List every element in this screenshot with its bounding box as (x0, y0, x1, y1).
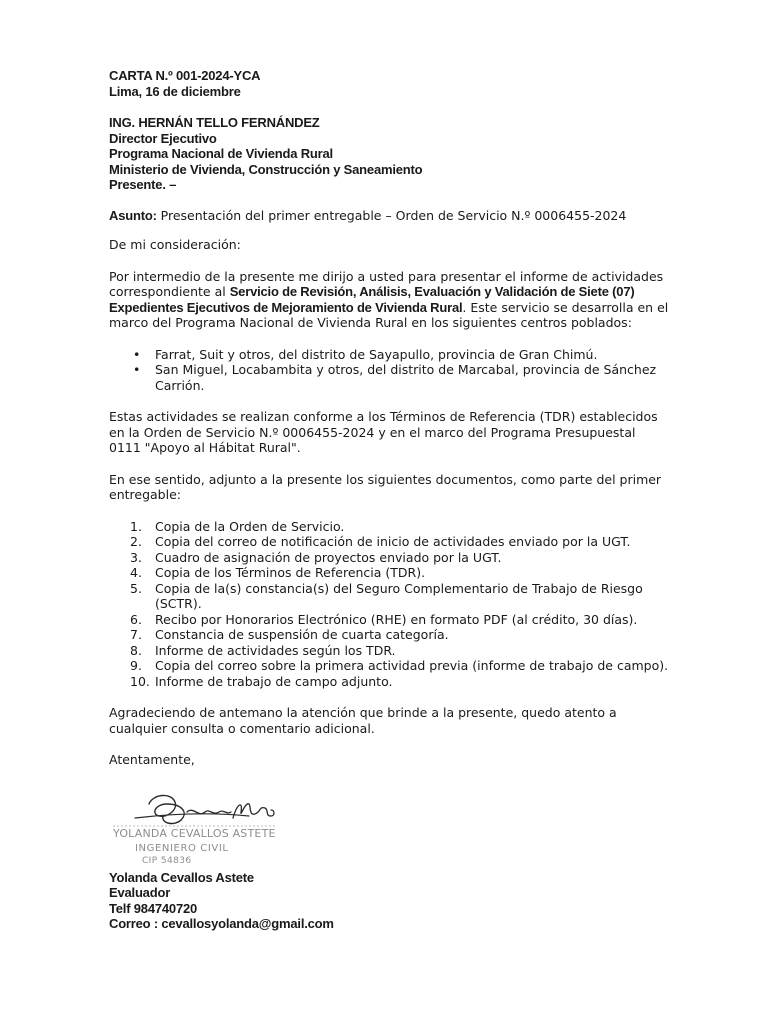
item-text: Cuadro de asignación de proyectos enviado por la UGT. (155, 549, 502, 565)
item-number: 6. (130, 611, 142, 627)
subject-label: Asunto: (109, 207, 157, 223)
signer-phone: Telf 984740720 (109, 900, 198, 916)
recipient-name: ING. HERNÁN TELLO FERNÁNDEZ (109, 115, 320, 130)
item-text: Informe de actividades según los TDR. (155, 642, 396, 658)
item-number: 10. (130, 673, 150, 689)
documents-list (109, 519, 669, 690)
list-item (130, 642, 669, 659)
letter-page (109, 68, 669, 932)
list-item (130, 673, 669, 690)
item-number: 7. (130, 627, 142, 642)
signer-block (109, 870, 669, 932)
letter-header (109, 68, 669, 99)
list-item (130, 627, 669, 643)
intro-part1: Por intermedio de la presente me dirijo a usted para presentar el informe de actividades correspondiente al (109, 268, 664, 299)
list-item: • San Miguel, Locabambita y otros, del distrito de Marcabal, provincia de Sánchez Carrión. (155, 362, 669, 393)
tdr-paragraph: Estas actividades se realizan conforme a los Términos de Referencia (TDR) establecidos en la Orden de Servicio N.º 0006455-2024 y en el marco del Programa Presupuestal 0111 "Apoyo al Hábitat Rural". (109, 409, 658, 455)
item-number: 1. (130, 518, 142, 534)
thanks-paragraph: Agradeciendo de antemano la atención que brinde a la presente, quedo atento a cualquier consulta o comentario adicional. (109, 705, 617, 736)
stamp-cip: CIP 54836 (142, 855, 192, 866)
item-text: Copia de los Términos de Referencia (TDR). (155, 565, 426, 580)
place-date: Lima, 16 de diciembre (109, 83, 241, 99)
item-number: 9. (130, 658, 142, 673)
recipient-ministry: Ministerio de Vivienda, Construcción y Saneamiento (109, 161, 423, 177)
list-item: • Farrat, Suit y otros, del distrito de Sayapullo, provincia de Gran Chimú. (155, 347, 669, 363)
recipient-presente: Presente. – (109, 177, 177, 192)
attach-paragraph: En ese sentido, adjunto a la presente los siguientes documentos, como parte del primer entregable: (109, 471, 662, 502)
item-text: Copia de la Orden de Servicio. (155, 518, 345, 534)
item-number: 2. (130, 534, 142, 549)
intro-paragraph (109, 269, 669, 331)
recipient-block (109, 115, 669, 193)
item-text: Informe de trabajo de campo adjunto. (155, 673, 393, 689)
stamp-title: INGENIERO CIVIL (135, 842, 229, 854)
stamp-name: YOLANDA CEVALLOS ASTETE (113, 826, 276, 840)
recipient-program: Programa Nacional de Vivienda Rural (109, 146, 333, 161)
list-item (130, 534, 669, 550)
service-name: Servicio de Revisión, Análisis, Evaluación y Validación de Siete (07) Expedientes Ejecutivos de Mejoramiento de Vivienda Rural (109, 284, 635, 315)
item-text: Recibo por Honorarios Electrónico (RHE) en formato PDF (al crédito, 30 días). (155, 611, 638, 627)
item-text: Copia del correo sobre la primera actividad previa (informe de trabajo de campo). (155, 658, 669, 673)
list-item (130, 611, 669, 628)
list-item (130, 565, 669, 581)
item-text: Copia de la(s) constancia(s) del Seguro Complementario de Trabajo de Riesgo (SCTR). (155, 580, 643, 611)
closing: Atentamente, (109, 752, 195, 767)
list-item (130, 518, 669, 535)
places-list (109, 347, 669, 394)
subject-line (109, 208, 669, 224)
list-item (130, 658, 669, 674)
greeting: De mi consideración: (109, 237, 241, 252)
item-number: 5. (130, 580, 142, 596)
item-number: 3. (130, 549, 142, 565)
list-item (130, 549, 669, 566)
item-number: 8. (130, 642, 142, 658)
item-text: Constancia de suspensión de cuarta categoría. (155, 627, 449, 642)
subject-text: Presentación del primer entregable – Orden de Servicio N.º 0006455-2024 (156, 207, 627, 223)
signer-name: Yolanda Cevallos Astete (109, 869, 254, 885)
signer-role: Evaluador (109, 885, 171, 900)
recipient-position: Director Ejecutivo (109, 130, 217, 146)
intro-part2: . Este servicio se desarrolla en el marco del Programa Nacional de Vivienda Rural en los siguientes centros poblados: (109, 299, 669, 330)
item-number: 4. (130, 565, 142, 580)
letter-number: CARTA N.º 001-2024-YCA (109, 68, 261, 83)
signature-stamp (109, 782, 309, 866)
signer-email: Correo : cevallosyolanda@gmail.com (109, 916, 334, 931)
list-item (130, 580, 669, 612)
item-text: Copia del correo de notificación de inicio de actividades enviado por la UGT. (155, 534, 631, 549)
